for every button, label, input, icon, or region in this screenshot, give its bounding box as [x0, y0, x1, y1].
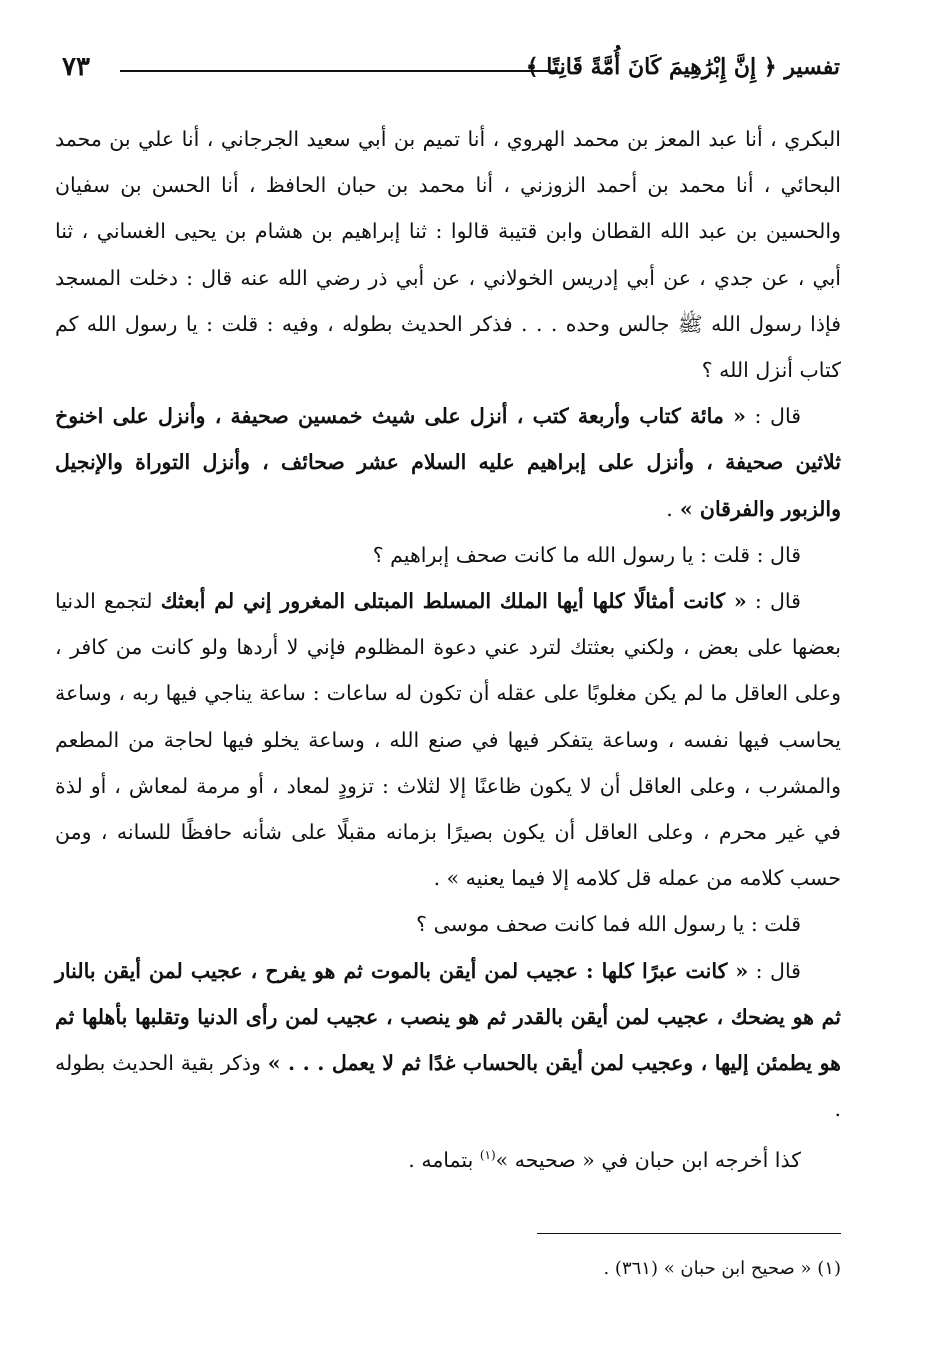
page-header	[58, 44, 840, 94]
quote-end: .	[666, 496, 673, 521]
paragraph-ibrahim-scrolls	[55, 578, 841, 901]
paragraph-question-musa: قلت : يا رسول الله فما كانت صحف موسى ؟	[416, 912, 801, 937]
quote-end: وذكر بقية الحديث بطوله .	[55, 1051, 841, 1122]
running-title: تفسير ﴿ إِنَّ إِبْرَٰهِيمَ كَانَ أُمَّةً قَانِتًا ﴾	[525, 54, 840, 80]
footnote-rule	[537, 1233, 841, 1234]
paragraph-musa-scrolls	[55, 948, 841, 1133]
footnote: (١) « صحيح ابن حبان » (٣٦١) .	[603, 1258, 841, 1279]
hadith-continuation: لتجمع الدنيا بعضها على بعض ، ولكني بعثتك لترد عني دعوة المظلوم فإني لا أردها ولو كانت من كافر ، وعلى العاقل ما لم يكن مغلوبًا على عقله أن تكون له ساعات : ساعة يناجي فيها ربه ، وساعة يحاسب فيها نفسه ، وساعة يتفكر فيها في صنع الله ، وساعة يخلو فيها لحاجة من المطعم والمشرب ، وعلى العاقل أن لا يكون ظاعنًا إلا لثلاث : تزودٍ لمعاد ، أو مرمة لمعاش ، أو لذة في غير محرم ، وعلى العاقل أن يكون بصيرًا بزمانه مقبلًا على شأنه حافظًا للسانه ، ومن حسب كلامه من عمله قل كلامه إلا فيما يعنيه » .	[55, 589, 841, 891]
header-rule	[120, 70, 558, 72]
quote-intro: قال :	[745, 404, 802, 429]
footnote-ref: (١)	[479, 1148, 496, 1163]
paragraph-source	[55, 1132, 841, 1183]
quote-intro: قال :	[746, 589, 801, 614]
paragraph-question-ibrahim: قال : قلت : يا رسول الله ما كانت صحف إبراهيم ؟	[372, 542, 801, 567]
paragraph-books	[55, 393, 841, 532]
hadith-quote: « مائة كتاب وأربعة كتب ، أنزل على شيث خمسين صحيفة ، وأنزل على اخنوخ ثلاثين صحيفة ، وأنزل على إبراهيم عليه السلام عشر صحائف ، وأنزل التوراة والإنجيل والزبور والفرقان »	[55, 404, 841, 521]
page-number: ٧٣	[62, 52, 90, 82]
hadith-quote: « كانت عبرًا كلها : عجيب لمن أيقن بالموت ثم هو يفرح ، عجيب لمن أيقن بالنار ثم هو يضحك ، عجيب لمن أيقن بالقدر ثم هو ينصب ، عجيب لمن رأى الدنيا وتقلبها بأهلها ثم هو يطمئن إليها ، وعجيب لمن أيقن بالحساب غدًا ثم لا يعمل . . . »	[55, 958, 841, 1076]
hadith-quote: « كانت أمثالًا كلها أيها الملك المسلط المبتلى المغرور إني لم أبعثك	[160, 589, 747, 614]
main-text	[55, 116, 841, 1184]
quote-intro: قال :	[748, 958, 801, 983]
paragraph-isnad: البكري ، أنا عبد المعز بن محمد الهروي ، أنا تميم بن أبي سعيد الجرجاني ، أنا علي بن محمد البحائي ، أنا محمد بن أحمد الزوزني ، أنا محمد بن حبان الحافظ ، أنا الحسن بن سفيان والحسين بن عبد الله القطان وابن قتيبة قالوا : ثنا إبراهيم بن هشام بن يحيى الغساني ، ثنا أبي ، عن جدي ، عن أبي إدريس الخولاني ، عن أبي ذر رضي الله عنه قال : دخلت المسجد فإذا رسول الله ﷺ جالس وحده . . . فذكر الحديث بطوله ، وفيه : قلت : يا رسول الله كم كتاب أنزل الله ؟	[55, 127, 841, 383]
source-text: كذا أخرجه ابن حبان في « صحيحه »	[495, 1148, 801, 1173]
source-end: بتمامه .	[408, 1148, 480, 1173]
